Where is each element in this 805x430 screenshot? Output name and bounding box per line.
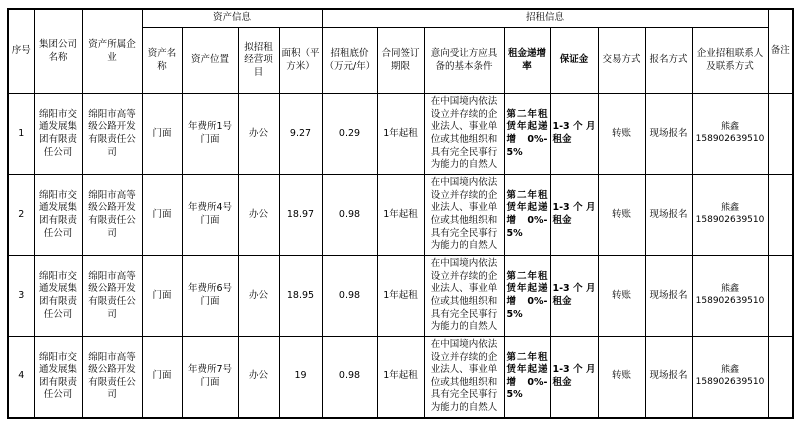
table-row	[8, 256, 793, 337]
group-header-rental-info: 招租信息	[322, 9, 768, 28]
table-row	[8, 337, 793, 418]
col-header-asset-location: 资产位置	[182, 28, 238, 94]
table-row	[8, 175, 793, 256]
col-header-base-price: 招租底价（万元/年）	[322, 28, 377, 94]
cell-remarks	[768, 175, 793, 256]
cell-contract-term: 1年起租	[377, 256, 424, 337]
col-header-registration-method: 报名方式	[645, 28, 692, 94]
cell-contract-term: 1年起租	[377, 94, 424, 175]
cell-owner-enterprise: 绵阳市高等级公路开发有限责任公司	[82, 256, 142, 337]
cell-contact	[692, 337, 768, 418]
cell-base-price: 0.98	[322, 337, 377, 418]
cell-seq: 2	[8, 175, 34, 256]
cell-transferee-conditions: 在中国境内依法设立并存续的企业法人、事业单位或其他组织和具有完全民事行为能力的自然人	[424, 256, 504, 337]
col-header-remarks: 备注	[768, 9, 793, 94]
cell-deposit: 1-3个月租金	[550, 175, 598, 256]
cell-remarks	[768, 256, 793, 337]
col-header-area: 面积（平方米）	[279, 28, 322, 94]
cell-base-price: 0.29	[322, 94, 377, 175]
cell-seq: 4	[8, 337, 34, 418]
col-header-contract-term: 合同签订期限	[377, 28, 424, 94]
cell-transaction-method: 转账	[598, 94, 645, 175]
cell-asset-location: 年费所1号门面	[182, 94, 238, 175]
contact-phone: 158902639510	[695, 134, 765, 144]
rental-listing-table-sheet	[7, 8, 794, 419]
cell-asset-name: 门面	[142, 256, 182, 337]
cell-registration-method: 现场报名	[645, 337, 692, 418]
cell-registration-method: 现场报名	[645, 256, 692, 337]
cell-base-price: 0.98	[322, 175, 377, 256]
cell-area: 9.27	[279, 94, 322, 175]
cell-registration-method: 现场报名	[645, 94, 692, 175]
col-header-seq: 序号	[8, 9, 34, 94]
cell-group-company: 绵阳市交通发展集团有限责任公司	[34, 256, 82, 337]
cell-asset-location: 年费所7号门面	[182, 337, 238, 418]
cell-asset-location: 年费所4号门面	[182, 175, 238, 256]
cell-deposit: 1-3个月租金	[550, 337, 598, 418]
col-header-group-company: 集团公司名称	[34, 9, 82, 94]
cell-rent-increase: 第二年租赁年起递增0%-5%	[504, 175, 550, 256]
contact-phone: 158902639510	[695, 215, 765, 225]
col-header-planned-use: 拟招租经营项目	[238, 28, 279, 94]
cell-transaction-method: 转账	[598, 256, 645, 337]
cell-owner-enterprise: 绵阳市高等级公路开发有限责任公司	[82, 175, 142, 256]
cell-transaction-method: 转账	[598, 175, 645, 256]
cell-rent-increase: 第二年租赁年起递增0%-5%	[504, 337, 550, 418]
cell-seq: 1	[8, 94, 34, 175]
cell-contact	[692, 256, 768, 337]
cell-transaction-method: 转账	[598, 337, 645, 418]
contact-name: 熊鑫	[720, 284, 739, 295]
cell-asset-location: 年费所6号门面	[182, 256, 238, 337]
contact-name: 熊鑫	[720, 203, 739, 214]
col-header-transaction-method: 交易方式	[598, 28, 645, 94]
header-group-row	[8, 9, 793, 28]
cell-contract-term: 1年起租	[377, 337, 424, 418]
cell-contact	[692, 94, 768, 175]
cell-asset-name: 门面	[142, 337, 182, 418]
col-header-rent-increase: 租金递增率	[504, 28, 550, 94]
cell-planned-use: 办公	[238, 256, 279, 337]
cell-deposit: 1-3个月租金	[550, 94, 598, 175]
cell-rent-increase: 第二年租赁年起递增0%-5%	[504, 94, 550, 175]
cell-owner-enterprise: 绵阳市高等级公路开发有限责任公司	[82, 94, 142, 175]
table-row	[8, 94, 793, 175]
col-header-asset-name: 资产名称	[142, 28, 182, 94]
cell-deposit: 1-3个月租金	[550, 256, 598, 337]
cell-planned-use: 办公	[238, 175, 279, 256]
cell-area: 18.97	[279, 175, 322, 256]
col-header-transferee-conditions: 意向受让方应具备的基本条件	[424, 28, 504, 94]
cell-registration-method: 现场报名	[645, 175, 692, 256]
cell-remarks	[768, 94, 793, 175]
cell-group-company: 绵阳市交通发展集团有限责任公司	[34, 175, 82, 256]
cell-planned-use: 办公	[238, 94, 279, 175]
cell-owner-enterprise: 绵阳市高等级公路开发有限责任公司	[82, 337, 142, 418]
contact-phone: 158902639510	[695, 376, 765, 387]
cell-group-company: 绵阳市交通发展集团有限责任公司	[34, 337, 82, 418]
col-header-owner-enterprise: 资产所属企业	[82, 9, 142, 94]
contact-name: 熊鑫	[720, 364, 739, 375]
rental-listing-table	[7, 8, 794, 419]
cell-transferee-conditions: 在中国境内依法设立并存续的企业法人、事业单位或其他组织和具有完全民事行为能力的自然人	[424, 94, 504, 175]
contact-phone: 158902639510	[695, 296, 765, 306]
contact-name: 熊鑫	[720, 122, 739, 133]
cell-contact	[692, 175, 768, 256]
cell-rent-increase: 第二年租赁年起递增0%-5%	[504, 256, 550, 337]
group-header-asset-info: 资产信息	[142, 9, 322, 28]
cell-group-company: 绵阳市交通发展集团有限责任公司	[34, 94, 82, 175]
cell-asset-name: 门面	[142, 94, 182, 175]
cell-base-price: 0.98	[322, 256, 377, 337]
cell-transferee-conditions: 在中国境内依法设立并存续的企业法人、事业单位或其他组织和具有完全民事行为能力的自然人	[424, 337, 504, 418]
cell-seq: 3	[8, 256, 34, 337]
col-header-contact: 企业招租联系人及联系方式	[692, 28, 768, 94]
cell-remarks	[768, 337, 793, 418]
cell-transferee-conditions: 在中国境内依法设立并存续的企业法人、事业单位或其他组织和具有完全民事行为能力的自然人	[424, 175, 504, 256]
col-header-deposit: 保证金	[550, 28, 598, 94]
cell-area: 18.95	[279, 256, 322, 337]
cell-asset-name: 门面	[142, 175, 182, 256]
cell-area: 19	[279, 337, 322, 418]
cell-planned-use: 办公	[238, 337, 279, 418]
cell-contract-term: 1年起租	[377, 175, 424, 256]
